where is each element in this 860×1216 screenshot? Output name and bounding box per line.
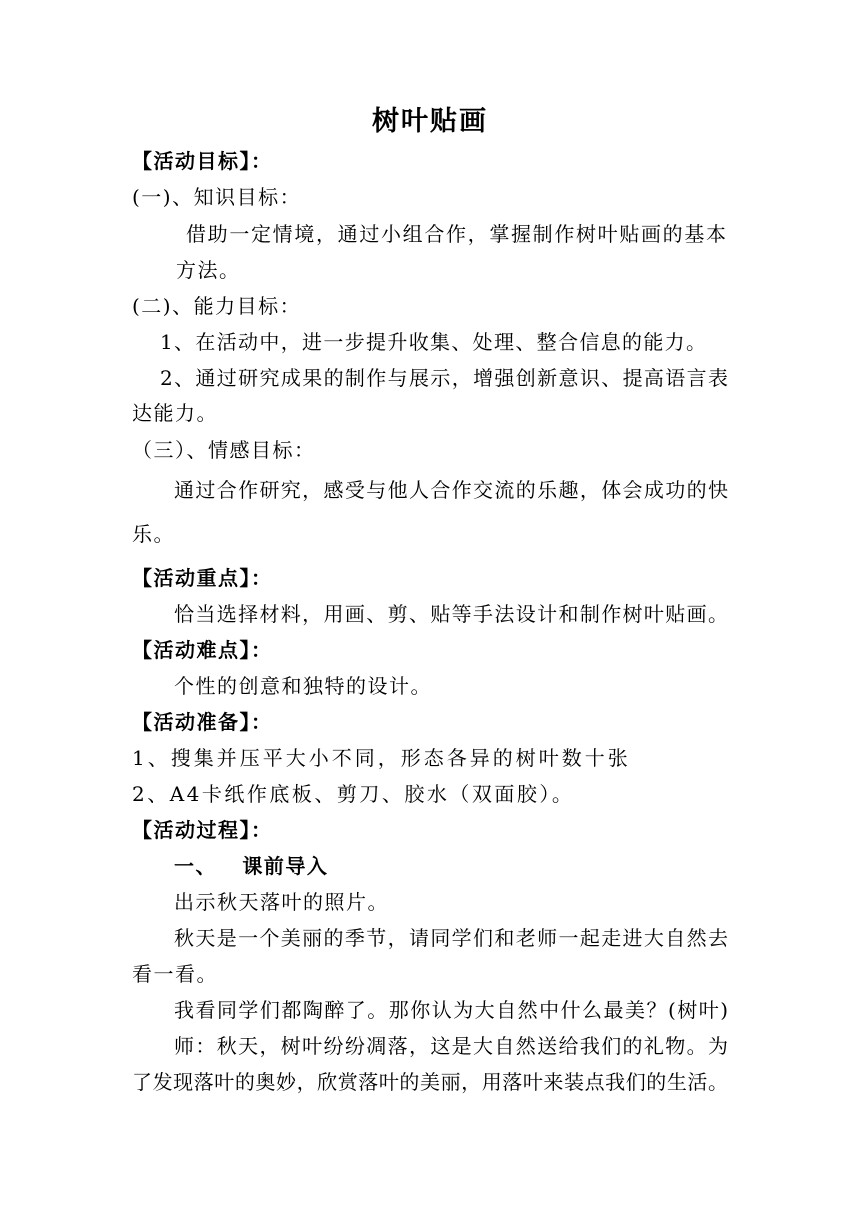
preparation-heading: 【活动准备】： (132, 710, 273, 734)
focus-heading: 【活动重点】： (132, 566, 273, 590)
process-paragraph-1: 出示秋天落叶的照片。 (174, 890, 389, 914)
goals-heading: 【活动目标】： (132, 149, 273, 173)
document-title: 树叶贴画 (372, 106, 488, 137)
process-paragraph-3: 我看同学们都陶醉了。那你认为大自然中什么最美？(树叶) (174, 998, 728, 1022)
focus-text: 恰当选择材料，用画、剪、贴等手法设计和制作树叶贴画。 (174, 602, 728, 626)
ability-goal-1: 1、在活动中，进一步提升收集、处理、整合信息的能力。 (160, 330, 706, 354)
emotion-goal-text-2: 乐。 (132, 522, 175, 546)
difficulty-text: 个性的创意和独特的设计。 (174, 674, 432, 698)
emotion-goal-text-1: 通过合作研究，感受与他人合作交流的乐趣，体会成功的快 (174, 478, 728, 502)
ability-goal-2b: 达能力。 (132, 401, 218, 425)
difficulty-heading: 【活动难点】： (132, 638, 273, 662)
preparation-item-1: 1、搜集并压平大小不同，形态各异的树叶数十张 (132, 746, 631, 770)
knowledge-goal-heading: (一)、知识目标： (132, 185, 302, 209)
preparation-item-2: 2、A4卡纸作底板、剪刀、胶水（双面胶）。 (132, 782, 575, 806)
process-paragraph-4b: 了发现落叶的奥妙，欣赏落叶的美丽，用落叶来装点我们的生活。 (132, 1070, 728, 1094)
process-paragraph-2a: 秋天是一个美丽的季节，请同学们和老师一起走进大自然去 (174, 926, 728, 950)
process-heading: 【活动过程】： (132, 818, 273, 842)
process-step-1: 一、 课前导入 (174, 854, 329, 878)
ability-goal-heading: (二)、能力目标： (132, 294, 302, 318)
ability-goal-2a: 2、通过研究成果的制作与展示，增强创新意识、提高语言表 (160, 366, 728, 390)
emotion-goal-heading: （三）、情感目标： (132, 438, 316, 462)
process-paragraph-4a: 师：秋天，树叶纷纷凋落，这是大自然送给我们的礼物。为 (174, 1034, 728, 1058)
knowledge-goal-text-1: 借助一定情境，通过小组合作，掌握制作树叶贴画的基本 (186, 222, 726, 246)
knowledge-goal-text-2: 方法。 (176, 258, 241, 282)
process-paragraph-2b: 看一看。 (132, 962, 218, 986)
